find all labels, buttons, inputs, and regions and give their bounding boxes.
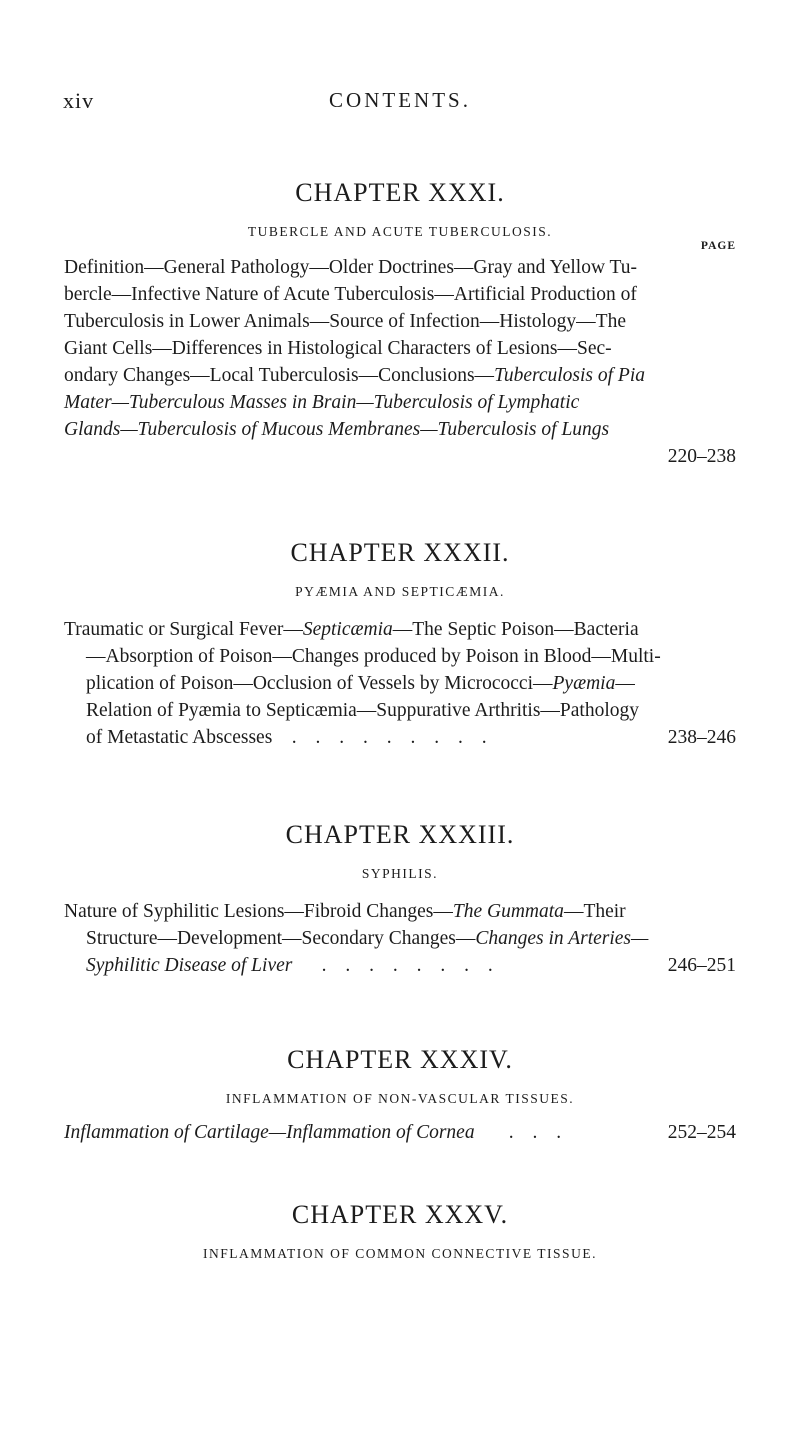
contents-line: Tuberculosis in Lower Animals—Source of Infection—Histology—The	[64, 311, 626, 332]
chapter-title: CHAPTER XXXI.	[295, 178, 505, 207]
contents-line: Syphilitic Disease of Liver . . . . . . . . 246–251	[64, 952, 736, 979]
dot-leaders: . . .	[508, 1122, 569, 1143]
page-range: 246–251	[667, 955, 736, 976]
contents-line: —Absorption of Poison—Changes produced by Poison in Blood—Multi-	[86, 646, 661, 667]
contents-line: Nature of Syphilitic Lesions—Fibroid Changes—The Gummata—Their	[64, 901, 626, 922]
contents-line: Relation of Pyæmia to Septicæmia—Suppurative Arthritis—Pathology	[86, 700, 640, 721]
chapter-xxxii	[0, 538, 800, 751]
chapter-contents	[64, 616, 736, 751]
contents-line: Glands—Tuberculosis of Mucous Membranes—Tuberculosis of Lungs	[64, 419, 610, 440]
page-number: xiv	[63, 88, 95, 113]
contents-line: Inflammation of Cartilage—Inflammation of Cornea . . . 252–254	[64, 1119, 736, 1146]
running-title: CONTENTS.	[329, 88, 471, 112]
chapter-xxxiii	[0, 820, 800, 979]
page-range: 220–238	[667, 446, 736, 467]
chapter-subtitle: TUBERCLE AND ACUTE TUBERCULOSIS.	[247, 224, 553, 239]
chapter-subtitle: PYÆMIA AND SEPTICÆMIA.	[295, 584, 505, 599]
chapter-contents	[64, 898, 736, 979]
chapter-contents	[64, 254, 736, 470]
contents-line: Structure—Development—Secondary Changes—Changes in Arteries—	[86, 928, 649, 949]
chapter-title: CHAPTER XXXIV.	[287, 1045, 513, 1074]
chapter-title: CHAPTER XXXV.	[291, 1200, 509, 1229]
chapter-subtitle: INFLAMMATION OF COMMON CONNECTIVE TISSUE.	[203, 1246, 597, 1261]
page-range: 238–246	[667, 727, 736, 748]
page-range: 252–254	[667, 1122, 736, 1143]
chapter-xxxv	[0, 1200, 800, 1262]
chapter-subtitle: SYPHILIS.	[361, 866, 439, 881]
chapter-contents	[64, 1119, 736, 1146]
contents-line: Giant Cells—Differences in Histological Characters of Lesions—Sec-	[64, 338, 612, 359]
chapter-subtitle: INFLAMMATION OF NON-VASCULAR TISSUES.	[225, 1091, 575, 1106]
chapter-title: CHAPTER XXXIII.	[285, 820, 515, 849]
contents-line: ondary Changes—Local Tuberculosis—Conclusions—Tuberculosis of Pia	[64, 365, 646, 386]
chapter-title: CHAPTER XXXII.	[290, 538, 510, 567]
dot-leaders: . . . . . . . . .	[291, 727, 494, 748]
chapter-xxxi	[0, 178, 800, 470]
contents-line: of Metastatic Abscesses . . . . . . . . . 238–246	[64, 724, 736, 751]
page-column-label: PAGE	[700, 240, 736, 252]
contents-line: plication of Poison—Occlusion of Vessels by Micrococci—Pyæmia—	[86, 673, 635, 694]
page-header	[0, 88, 800, 118]
dot-leaders: . . . . . . . .	[321, 955, 500, 976]
contents-line: Mater—Tuberculous Masses in Brain—Tuberculosis of Lymphatic	[64, 392, 580, 413]
contents-line: Traumatic or Surgical Fever—Septicæmia—The Septic Poison—Bacteria	[64, 619, 639, 640]
contents-line: Definition—General Pathology—Older Doctrines—Gray and Yellow Tu-	[64, 257, 638, 278]
contents-line: bercle—Infective Nature of Acute Tuberculosis—Artificial Production of	[64, 284, 637, 305]
chapter-xxxiv	[0, 1045, 800, 1146]
